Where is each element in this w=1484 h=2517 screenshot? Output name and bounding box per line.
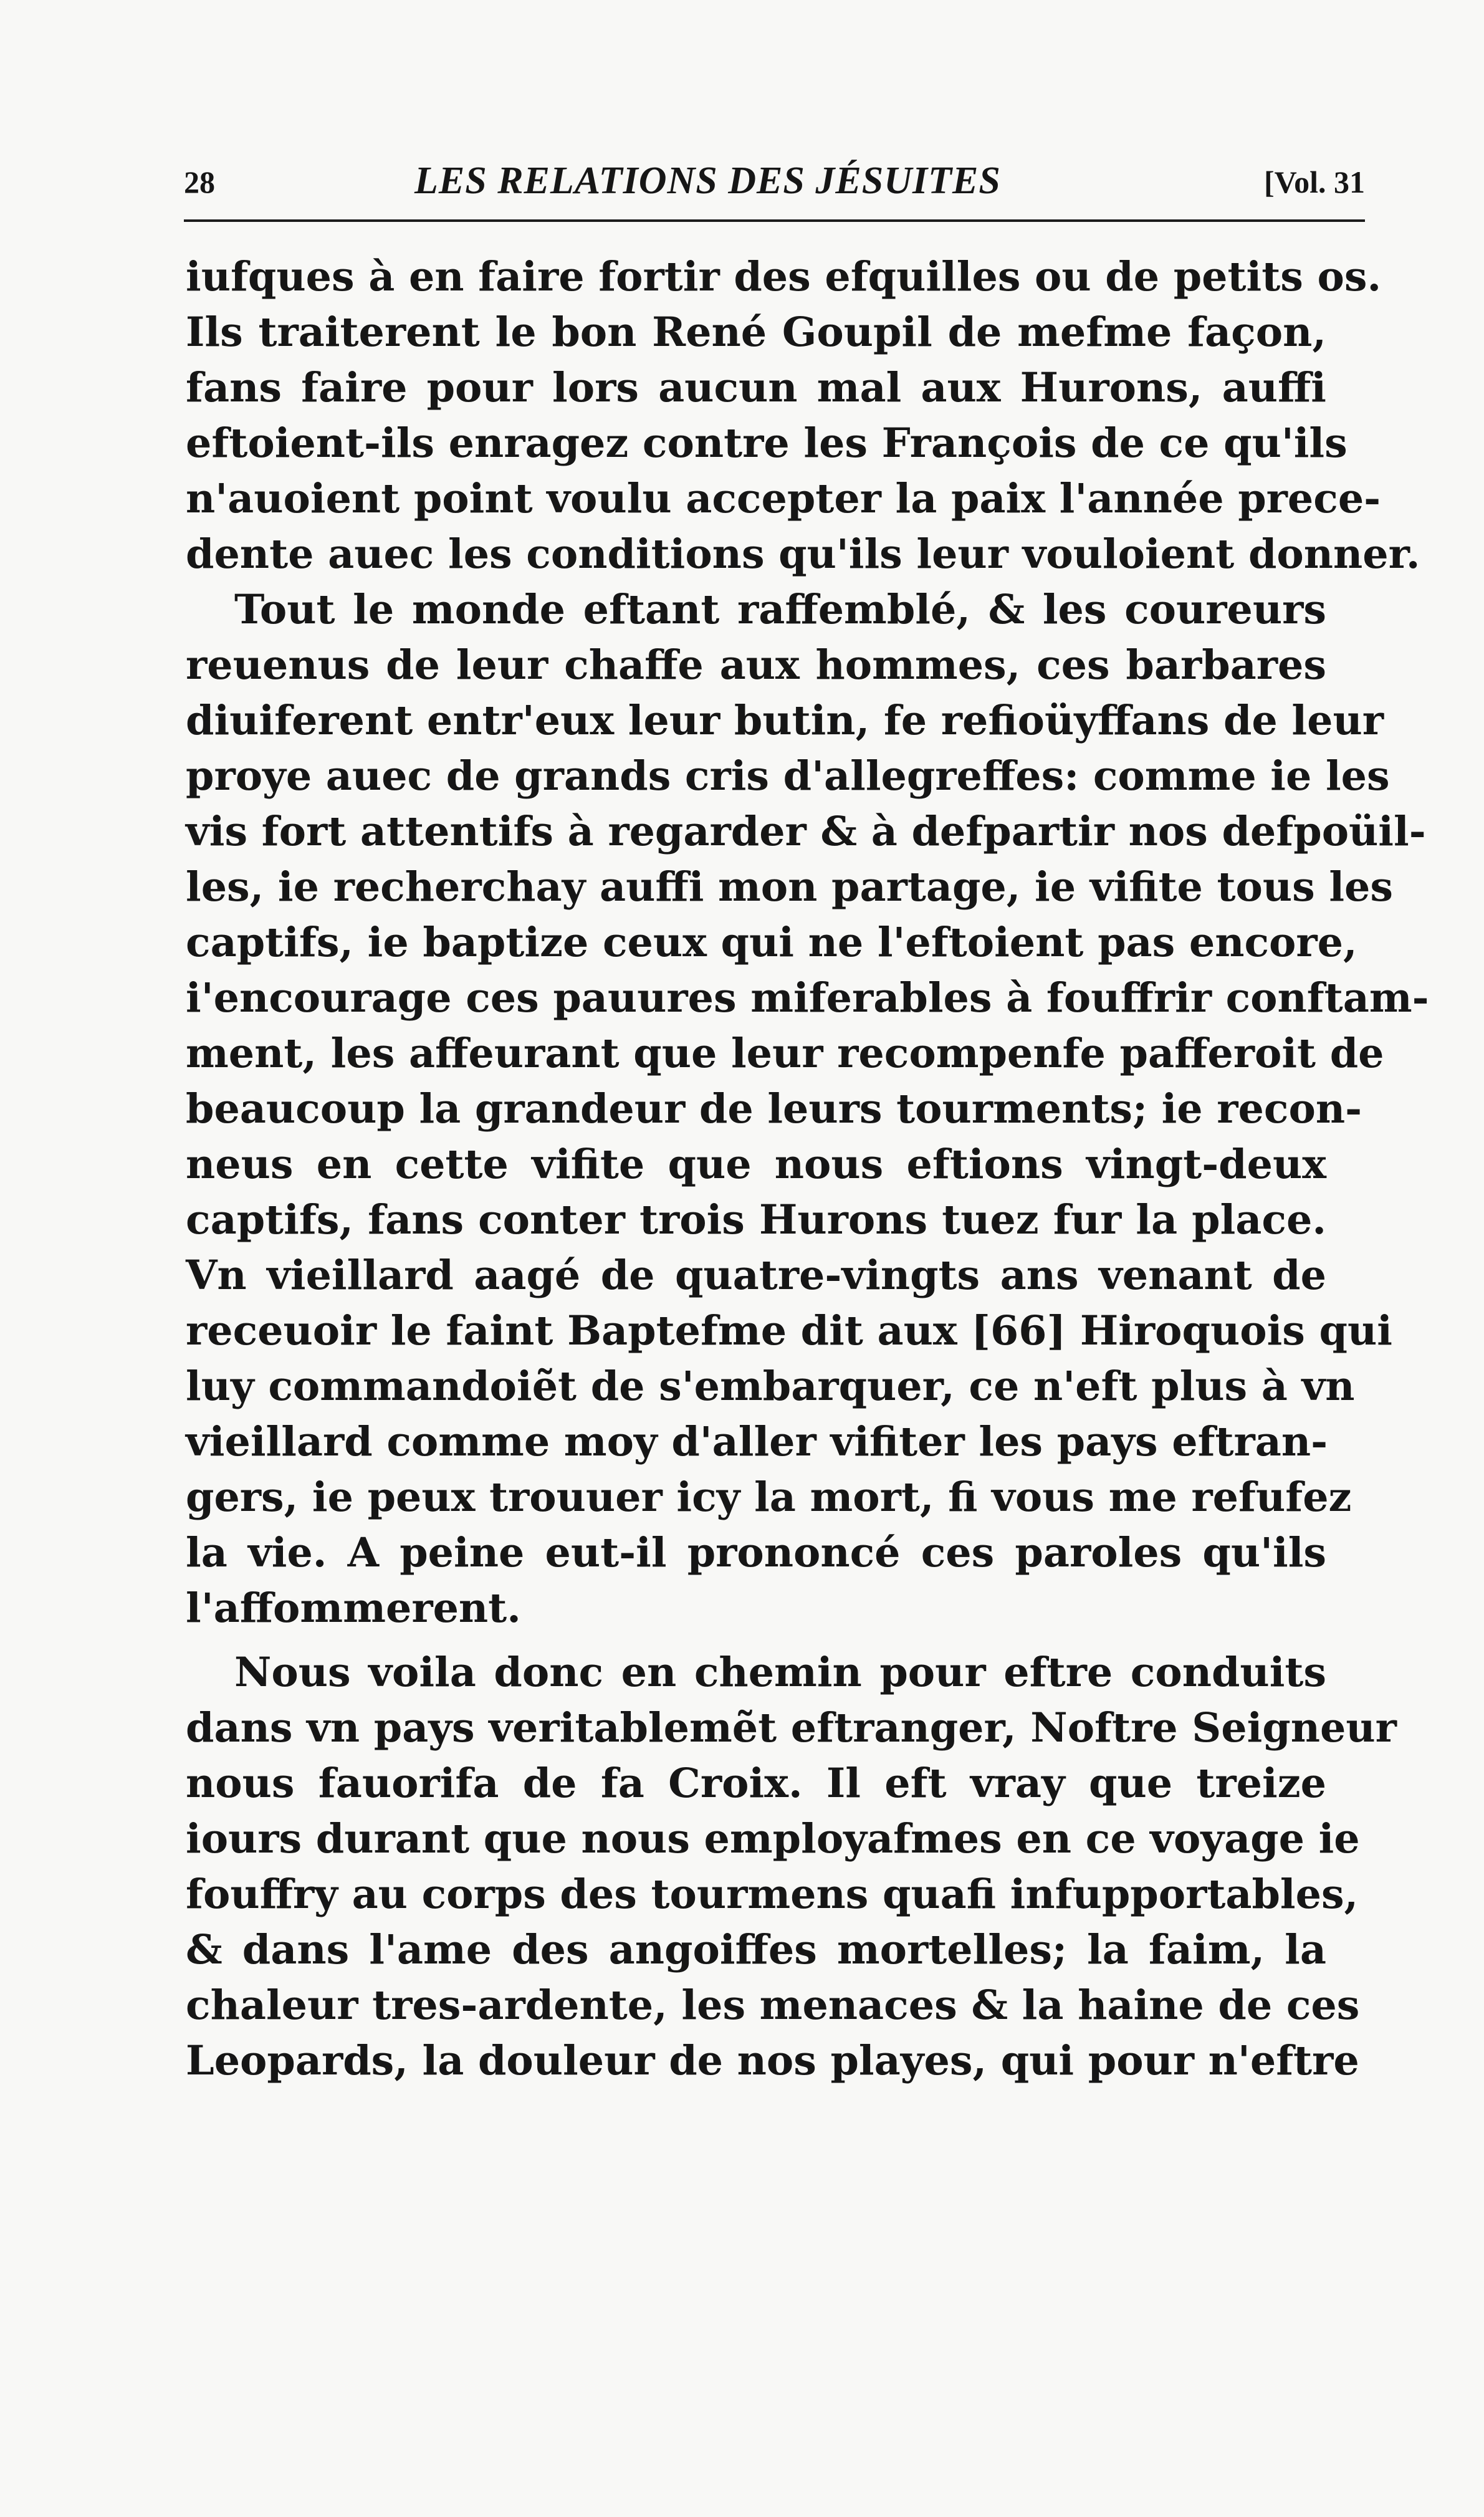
- text-line: chaleur tres-ardente, les menaces & la haine de ces: [186, 1982, 1360, 2029]
- text-line: Vn vieillard aagé de quatre-vingts ans venant de: [186, 1252, 1326, 1299]
- text-line: Ils traiterent le bon René Goupil de mefme façon,: [186, 309, 1326, 356]
- text-line: vis fort attentifs à regarder & à defpartir nos defpoüil-: [186, 808, 1426, 855]
- text-line: captifs, ie baptize ceux qui ne l'eftoient pas encore,: [186, 919, 1357, 966]
- text-line: luy commandoiẽt de s'embarquer, ce n'eft plus à vn: [186, 1363, 1355, 1410]
- text-line: les, ie recherchay auffi mon partage, ie vifite tous les: [186, 863, 1393, 911]
- text-line: neus en cette vifite que nous eftions vingt-deux: [186, 1141, 1326, 1188]
- text-line: & dans l'ame des angoiffes mortelles; la faim, la: [186, 1926, 1326, 1973]
- text-line: Leopards, la douleur de nos playes, qui pour n'eftre: [186, 2037, 1359, 2084]
- text-line: ment, les affeurant que leur recompenfe pafferoit de: [186, 1030, 1384, 1077]
- text-line: nous fauorifa de fa Croix. Il eft vray que treize: [186, 1760, 1326, 1807]
- text-line: i'encourage ces pauures miferables à fouffrir conftam-: [186, 974, 1429, 1022]
- text-line: gers, ie peux trouuer icy la mort, fi vous me refufez: [186, 1474, 1352, 1521]
- text-line: captifs, fans conter trois Hurons tuez fur la place.: [186, 1196, 1326, 1244]
- text-line: reuenus de leur chaffe aux hommes, ces barbares: [186, 641, 1326, 689]
- running-header: [184, 159, 1365, 209]
- body-text: [186, 249, 1429, 2089]
- text-line: iours durant que nous employafmes en ce voyage ie: [186, 1815, 1360, 1863]
- text-line: eftoient-ils enragez contre les François de ce qu'ils: [186, 420, 1348, 467]
- text-line: proye auec de grands cris d'allegreffes: comme ie les: [186, 752, 1390, 800]
- text-line: receuoir le faint Baptefme dit aux [66] Hiroquois qui: [186, 1307, 1392, 1354]
- volume-label: [Vol. 31: [1263, 165, 1365, 199]
- page-number: 28: [184, 165, 215, 199]
- text-line: fouffry au corps des tourmens quafi infupportables,: [186, 1871, 1359, 1918]
- text-line: dans vn pays veritablemẽt eftranger, Noftre Seigneur: [186, 1704, 1397, 1752]
- text-line: iufques à en faire fortir des efquilles ou de petits os.: [186, 253, 1382, 300]
- text-line: diuiferent entr'eux leur butin, fe refioüyffans de leur: [186, 697, 1384, 744]
- text-line: Nous voila donc en chemin pour eftre conduits: [234, 1649, 1326, 1696]
- text-line: beaucoup la grandeur de leurs tourments; ie recon-: [186, 1085, 1362, 1133]
- text-line: n'auoient point voulu accepter la paix l'année prece-: [186, 475, 1381, 522]
- text-line: fans faire pour lors aucun mal aux Hurons, auffi: [186, 364, 1326, 411]
- text-line: la vie. A peine eut-il prononcé ces paroles qu'ils: [186, 1529, 1326, 1576]
- text-line: Tout le monde eftant raffemblé, & les coureurs: [234, 586, 1326, 633]
- running-title: LES RELATIONS DES JÉSUITES: [414, 160, 1001, 202]
- header-rule: [184, 219, 1365, 222]
- text-line: vieillard comme moy d'aller vifiter les pays eftran-: [186, 1418, 1328, 1465]
- text-line: l'affommerent.: [186, 1585, 521, 1632]
- text-line: dente auec les conditions qu'ils leur vouloient donner.: [186, 530, 1420, 578]
